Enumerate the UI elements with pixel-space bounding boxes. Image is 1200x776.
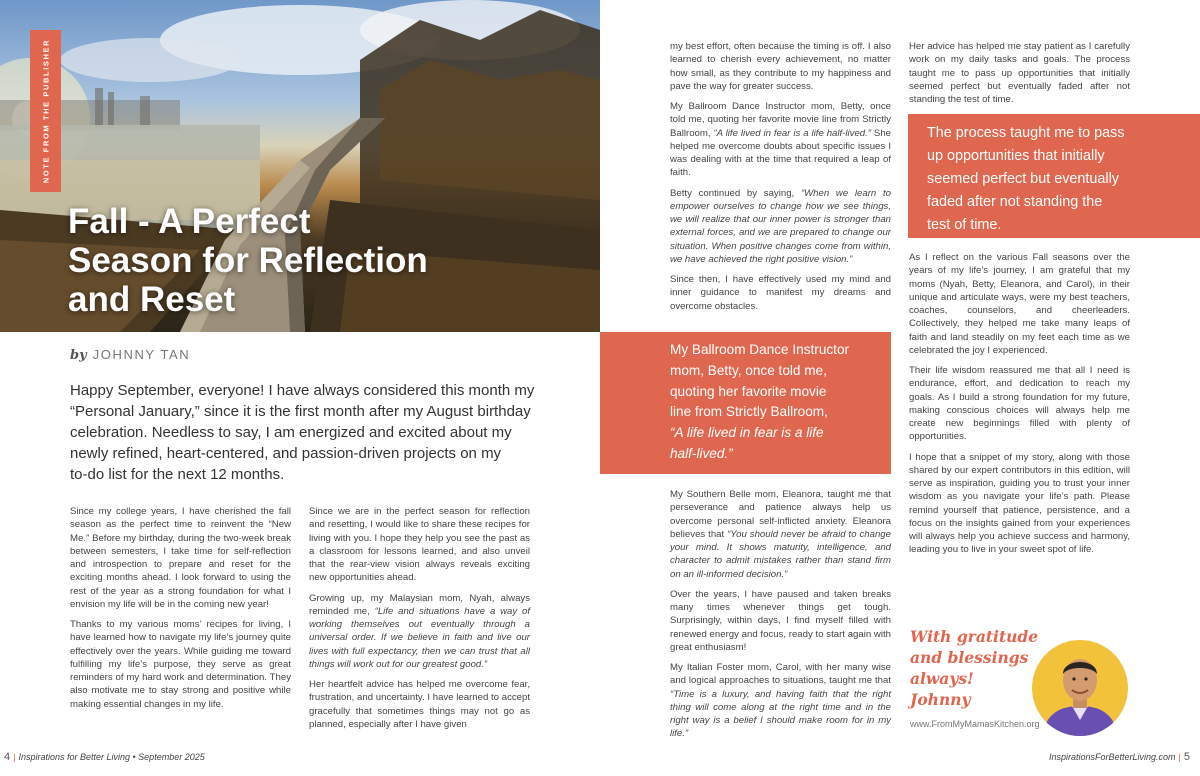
paragraph (309, 592, 530, 672)
section-tab-label: NOTE FROM THE PUBLISHER (41, 38, 50, 184)
pull-quote-line: half-lived.” (670, 445, 733, 461)
byline-prefix: by (70, 348, 87, 363)
pull-quote-process (908, 114, 1200, 238)
intro-line: celebration. Needless to say, I am energized and excited about my (70, 424, 512, 441)
quote-text: “A life lived in fear is a life half-lived.” (713, 127, 871, 139)
title-line: and Reset (68, 280, 236, 319)
paragraph: I hope that a snippet of my story, along with those shared by our expert contributors in this edition, will serve as inspiration, guiding you to trust your inner wisdom as you navigate your life’s path. Please remind yourself that patience, persistence, and a focus on the insights gained from your experiences will always help you achieve success and harmony, leading you to live in your sweet spot of life. (909, 451, 1130, 556)
author-name: JOHNNY TAN (92, 347, 191, 362)
pull-quote-line: faded after not standing the (927, 194, 1103, 210)
pull-quote-line: “A life lived in fear is a life (670, 425, 824, 441)
byline (70, 347, 190, 363)
signature (910, 626, 1038, 710)
intro-line: Happy September, everyone! I have always considered this month my (70, 382, 535, 399)
pull-quote-line: The process taught me to pass (927, 125, 1125, 141)
paragraph: As I reflect on the various Fall seasons over the years of my life’s journey, I am grateful that my moms (Nyah, Betty, Eleanora, and Carol), in their unique and articulate ways, were my best teachers, coaches, counselors, and cheerleaders. Collectively, they helped me take many leaps of faith and land steadily on my feet each time as we celebrated the joy I experienced. (909, 252, 1130, 356)
pull-quote-line: My Ballroom Dance Instructor (670, 342, 850, 357)
paragraph: Over the years, I have paused and taken breaks many times whenever things get tough. Surprisingly, within days, I find myself filled with renewed energy and focus, ready to start again with great enthusiasm! (670, 588, 891, 653)
paragraph: Thanks to my various moms’ recipes for living, I have learned how to navigate my life’s journey quite effectively over the years. While guiding me toward fulfilling my life’s purpose, they serve as great reminders of my hard work and determination. They also motivate me to stay strong and positive while making essential changes in my life. (70, 619, 291, 710)
signature-line: Johnny (910, 690, 971, 709)
pull-quote-line: seemed perfect but eventually (927, 171, 1119, 187)
title-line: Season for Reflection (68, 241, 428, 280)
signature-line: With gratitude (910, 627, 1039, 646)
intro-paragraph (70, 380, 535, 485)
pull-quote-line: test of time. (927, 217, 1002, 233)
paragraph: Since we are in the perfect season for reflection and resetting, I would like to share these recipes for living with you. I hope they help you see the past as a classroom for lessons learned, and also unveil that the rear-view vision always reveals exciting new opportunities ahead. (309, 506, 530, 584)
paragraph: Her advice has helped me stay patient as I carefully work on my daily tasks and goals. The process taught me to pass up opportunities that initially seemed perfect but eventually faded after not standing the test of time. (909, 41, 1130, 105)
author-portrait-icon (1032, 640, 1128, 736)
paragraph (670, 187, 891, 267)
article-title (68, 202, 588, 319)
body-column-2 (309, 505, 530, 738)
pull-quote-line: mom, Betty, once told me, (670, 362, 827, 378)
pull-quote-line: quoting her favorite movie (670, 383, 827, 399)
signature-line: and blessings (910, 648, 1029, 667)
quote-text: “Life and situations have a way of working themselves out eventually through a universal order. If we believe in faith and live our lives with full expectancy, then we can trust that all things will work out for our greatest good.” (309, 605, 530, 670)
paragraph-text: She helped me overcome doubts about specific issues I was dealing with at the time that required a leap of faith. (670, 127, 891, 179)
pull-quote-betty (600, 332, 891, 474)
paragraph: my best effort, often because the timing is off. I also learned to cherish every achievement, no matter how small, as they contribute to my happiness and pave the way for greater success. (670, 41, 891, 92)
paragraph-text: Growing up, my Malaysian mom, Nyah, always reminded me, (309, 592, 530, 617)
title-line: Fall - A Perfect (68, 202, 311, 241)
body-column-3a (670, 40, 891, 320)
body-column-3b (670, 488, 891, 748)
footer-separator: | (1178, 752, 1181, 762)
author-avatar (1032, 640, 1128, 736)
paragraph-text: My Southern Belle mom, Eleanora, taught me that perseverance and patience always help us overcome personal self-inflicted anxiety. Eleanora believes that (670, 489, 891, 540)
pull-quote-line: up opportunities that initially (927, 148, 1105, 164)
publication-name: Inspirations for Better Living • September 2025 (18, 752, 205, 762)
paragraph-text: Betty continued by saying, (670, 187, 801, 199)
body-column-4b (909, 251, 1130, 564)
footer-right (1049, 751, 1190, 763)
intro-line: to-do list for the next 12 months. (70, 466, 285, 483)
quote-text: “You should never be afraid to change your mind. It shows maturity, intelligence, and character to admit mistakes rather than stand firm on an ill-informed decision.” (670, 528, 891, 580)
pull-quote-line: line from Strictly Ballroom, (670, 404, 828, 420)
body-column-4a (909, 40, 1130, 113)
section-tab (30, 30, 61, 192)
paragraph: Their life wisdom reassured me that all I need is endurance, effort, and dedication to reach my goals. As I build a strong foundation for my future, making conscious choices will always help me create new beginnings filled with plenty of opportunities. (909, 365, 1130, 443)
intro-line: “Personal January,” since it is the first month after my August birthday (70, 403, 531, 420)
paragraph: Her heartfelt advice has helped me overcome fear, frustration, and uncertainty. I have learned to accept gracefully that sometimes things may not go as planned, especially after I have given (309, 679, 530, 730)
paragraph: Since my college years, I have cherished the fall season as the perfect time to reinvent the “New Me.” Before my birthday, during the two-week break between semesters, I take time for self-reflection and introspection to prepare and reset for the exciting months ahead. I look forward to using the rest of the year as a strong foundation for what I envision my life will be in the coming new year! (70, 506, 291, 610)
signature-line: always! (910, 669, 974, 688)
body-column-1 (70, 505, 291, 718)
paragraph (670, 661, 891, 741)
paragraph: Since then, I have effectively used my mind and inner guidance to manifest my dreams and overcome obstacles. (670, 274, 891, 312)
quote-text: “When we learn to empower ourselves to change how we see things, we will realize that our inner power is stronger than external forces, and we are prepared to change our situation. When positive changes come from within, we have achieved the right positive vision.” (670, 187, 891, 265)
footer-separator: | (13, 752, 16, 762)
paragraph (670, 100, 891, 180)
paragraph-text: My Ballroom Dance Instructor mom, Betty, once told me, quoting her favorite movie line from Strictly Ballroom, (670, 101, 891, 139)
site-name[interactable]: InspirationsForBetterLiving.com (1048, 752, 1176, 762)
intro-line: newly refined, heart-centered, and passion-driven projects on my (70, 445, 502, 462)
paragraph (670, 488, 891, 581)
website-link[interactable]: www.FromMyMamasKitchen.org (910, 719, 1040, 729)
footer-left (4, 751, 205, 763)
paragraph-text: My Italian Foster mom, Carol, with her many wise and logical approaches to situations, taught me that (670, 662, 891, 687)
page-number: 5 (1183, 751, 1190, 763)
quote-text: “Time is a luxury, and having faith that the right thing will come along at the right time and in the right way is a belief I should make room for in my life.” (670, 688, 891, 740)
page-number: 4 (4, 751, 11, 763)
